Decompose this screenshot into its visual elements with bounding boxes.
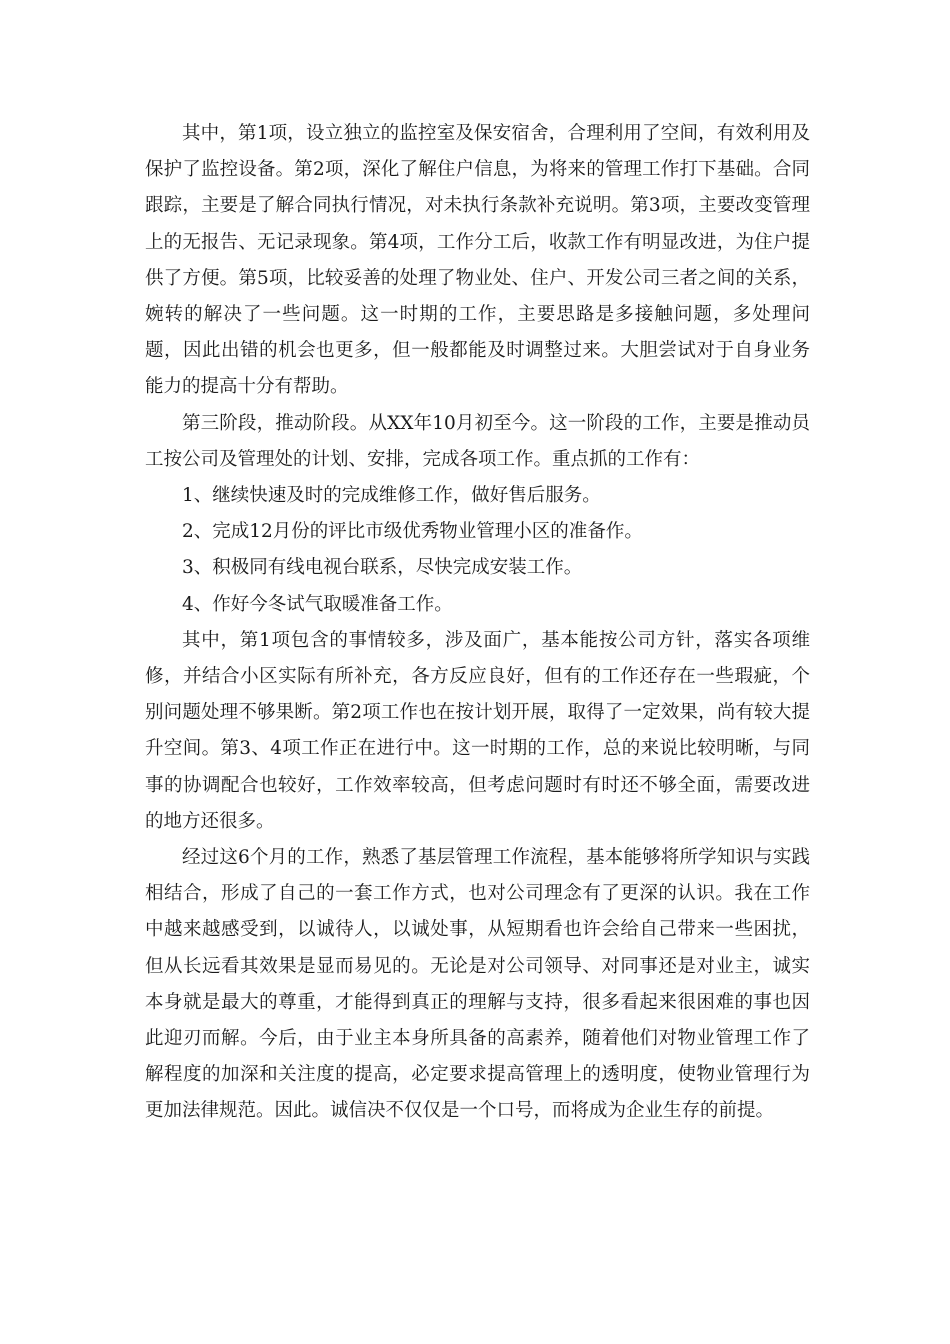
list-item-4: 4、作好今冬试气取暖准备工作。 xyxy=(182,593,453,615)
paragraph-stage-three-intro: 第三阶段，推动阶段。从XX年10月初至今。这一阶段的工作，主要是推动员工按公司及管理处的计划、安排，完成各项工作。重点抓的工作有： xyxy=(145,412,810,470)
list-item-3: 3、积极同有线电视台联系，尽快完成安装工作。 xyxy=(182,557,583,579)
list-item-2: 2、完成12月份的评比市级优秀物业管理小区的准备作。 xyxy=(182,521,643,543)
paragraph-stage-three-details: 其中，第1项包含的事情较多，涉及面广，基本能按公司方针，落实各项维修，并结合小区实际有所补充，各方反应良好，但有的工作还存在一些瑕疵，个别问题处理不够果断。第2项工作也在按计划开展，取得了一定效果，尚有较大提升空间。第3、4项工作正在进行中。这一时期的工作，总的来说比较明晰，与同事的协调配合也较好，工作效率较高，但考虑问题时有时还不够全面，需要改进的地方还很多。 xyxy=(145,629,810,832)
list-item-1: 1、继续快速及时的完成维修工作，做好售后服务。 xyxy=(182,485,601,507)
paragraph-stage-two-details: 其中，第1项，设立独立的监控室及保安宿舍，合理利用了空间，有效利用及保护了监控设备。第2项，深化了解住户信息，为将来的管理工作打下基础。合同跟踪，主要是了解合同执行情况，对未执行条款补充说明。第3项，主要改变管理上的无报告、无记录现象。第4项，工作分工后，收款工作有明显改进，为住户提供了方便。第5项，比较妥善的处理了物业处、住户、开发公司三者之间的关系，婉转的解决了一些问题。这一时期的工作，主要思路是多接触问题，多处理问题，因此出错的机会也更多，但一般都能及时调整过来。大胆尝试对于自身业务能力的提高十分有帮助。 xyxy=(145,123,810,398)
document-body xyxy=(145,116,810,1130)
paragraph-conclusion: 经过这6个月的工作，熟悉了基层管理工作流程，基本能够将所学知识与实践相结合，形成了自己的一套工作方式，也对公司理念有了更深的认识。我在工作中越来越感受到，以诚待人，以诚处事，从短期看也许会给自己带来一些困扰，但从长远看其效果是显而易见的。无论是对公司领导、对同事还是对业主，诚实本身就是最大的尊重，才能得到真正的理解与支持，很多看起来很困难的事也因此迎刃而解。今后，由于业主本身所具备的高素养，随着他们对物业管理工作了解程度的加深和关注度的提高，必定要求提高管理上的透明度，使物业管理行为更加法律规范。因此。诚信决不仅仅是一个口号，而将成为企业生存的前提。 xyxy=(145,847,810,1122)
